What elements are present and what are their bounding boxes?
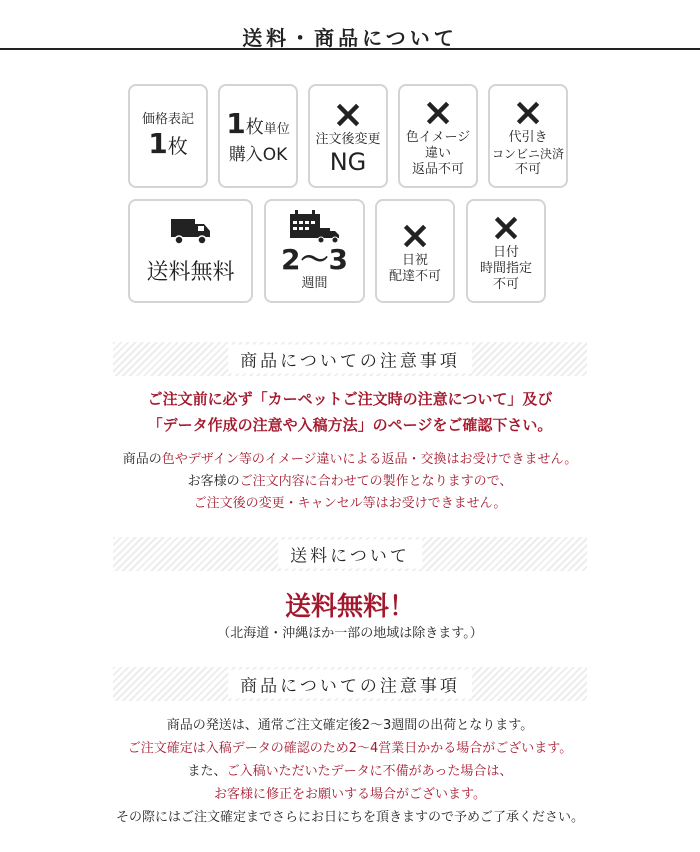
shipping-line: お客様に修正をお願いする場合がございます。 [214, 787, 486, 802]
notice-highlight: ご注文内容に合わせての製作となりますので、 [239, 474, 513, 489]
no-return-line: 色イメージ [405, 130, 471, 145]
section-title: 商品についての注意事項 [228, 345, 472, 374]
shipping-highlight: ご入稿いただいたデータに不備があった場合は、 [226, 764, 513, 779]
no-holiday-box [375, 199, 455, 303]
no-return-line: 返品不可 [411, 162, 464, 177]
delivery-weeks-box [264, 199, 365, 303]
truck-icon [169, 217, 213, 247]
single-unit-box [218, 84, 298, 188]
no-time-line: 不可 [492, 277, 519, 292]
shipping-line: ご注文確定は入稿データの確認のため2〜4営業日かかる場合がございます。 [127, 741, 573, 756]
calendar-truck-icon [288, 210, 342, 244]
notice-line [0, 448, 700, 467]
shipping-line [0, 760, 700, 779]
no-cod-line: コンビニ決済 [491, 147, 564, 161]
weeks-number: 2〜3 [281, 243, 348, 276]
no-change-box [308, 84, 388, 188]
no-holiday-line: 日祝 [401, 253, 428, 268]
section-heading-band [113, 537, 587, 571]
section-title: 商品についての注意事項 [228, 670, 472, 699]
notice-bold-line: ご注文前に必ず「カーペットご注文時の注意について」及び [147, 390, 553, 408]
no-change-label: 注文後変更 [315, 132, 381, 147]
shipping-line: その際にはご注文確定までさらにお日にちを頂きますので予めご了承ください。 [115, 810, 584, 825]
cross-icon: × [512, 90, 544, 134]
no-return-line: 違い [424, 146, 451, 161]
page-title: 送料・商品について [242, 26, 458, 50]
no-time-line: 時間指定 [479, 261, 532, 276]
unit-number: 1 [226, 106, 246, 140]
shipping-line: 商品の発送は、通常ご注文確定後2〜3週間の出荷となります。 [166, 718, 534, 733]
notice-bold-line: 「データ作成の注意や入稿方法」のページをご確認下さい。 [147, 416, 553, 434]
notice-text: お客様の [187, 474, 240, 489]
price-per-sheet-box [128, 84, 208, 188]
page-header [0, 0, 700, 50]
weeks-label: 週間 [301, 276, 328, 291]
purchase-ok: 購入OK [228, 144, 288, 165]
cross-icon: × [422, 90, 454, 134]
no-time-line: 日付 [492, 245, 519, 260]
ng-text: NG [329, 148, 367, 176]
free-shipping-label: 送料無料 [146, 259, 235, 285]
price-label: 価格表記 [141, 112, 194, 127]
no-time-box [466, 199, 546, 303]
price-unit: 枚 [167, 134, 188, 158]
no-cod-line: 代引き [508, 130, 548, 145]
notice-highlight: 色やデザイン等のイメージ違いによる返品・交換はお受けできません。 [161, 452, 578, 467]
free-shipping-headline: 送料無料！ [284, 592, 415, 622]
no-return-box [398, 84, 478, 188]
no-cod-line: 不可 [514, 162, 541, 177]
no-cod-box [488, 84, 568, 188]
free-shipping-box [128, 199, 253, 303]
price-number: 1 [148, 127, 168, 160]
section-title: 送料について [278, 540, 422, 569]
cross-icon: × [399, 213, 431, 257]
section-heading-band [113, 342, 587, 376]
section-heading-band [113, 667, 587, 701]
notice-line [0, 470, 700, 489]
shipping-text: また、 [187, 764, 227, 779]
cross-icon: × [490, 205, 522, 249]
cross-icon: × [332, 92, 364, 136]
unit-small: 単位 [263, 121, 290, 137]
no-holiday-line: 配達不可 [388, 269, 441, 284]
notice-line: ご注文後の変更・キャンセル等はお受けできません。 [193, 496, 507, 511]
shipping-note: （北海道・沖縄ほか一部の地域は除きます。） [217, 626, 483, 641]
notice-text: 商品の [122, 452, 162, 467]
unit-word: 枚 [245, 116, 264, 138]
